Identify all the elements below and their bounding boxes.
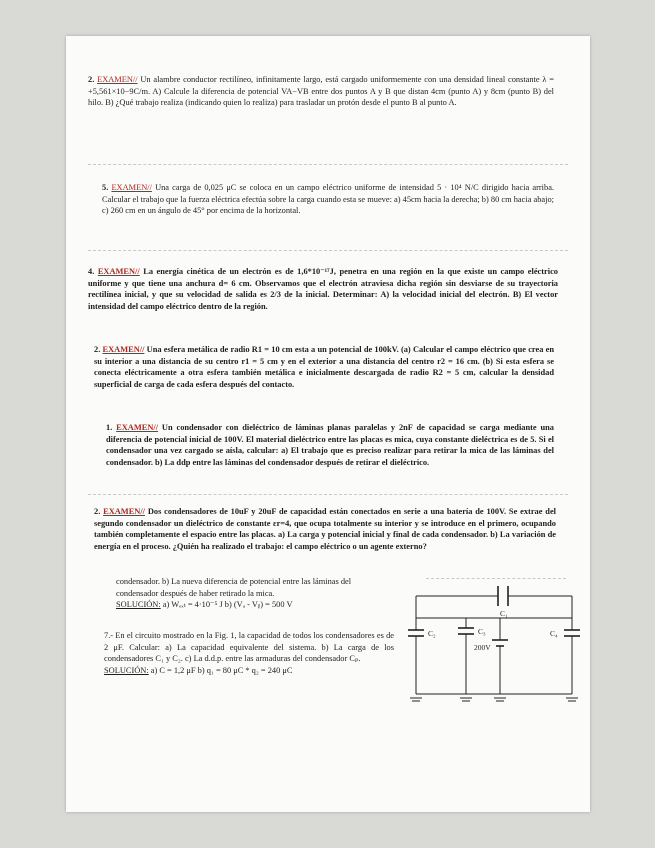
problem-text: Una carga de 0,025 μC se coloca en un campo eléctrico uniforme de intensidad 5 · 10⁴ N/C dirigido hacia arriba. Calcular el trabajo que la fuerza eléctrica efectúa sobre la carga cuando esta se mueve: a) 45cm hacia la derecha; b) 80 cm hacia abajo; c) 260 cm en un ángulo de 45° por encima de la horizontal. xyxy=(102,183,554,216)
divider xyxy=(426,578,566,579)
solution-label: SOLUCIÓN: xyxy=(116,600,161,610)
exam-tag: EXAMEN// xyxy=(103,507,145,516)
solution-text: a) Wₑₓₜ = 4·10⁻⁵ J b) (Vₐ - Vᵦ) = 500 V xyxy=(160,600,293,610)
solution-text: a) C = 1,2 μF b) q₁ = 80 μC * q₂ = 240 μC xyxy=(148,665,293,675)
label-c1: C₁ xyxy=(500,609,508,618)
problem-text: La energía cinética de un electrón es de 1,6*10⁻¹⁷J, penetra en una región en la que existe un campo eléctrico uniforme y que tiene una anchura d= 6 cm. Observamos que el electrón atraviesa dicha región sin desviarse de su trayectoria rectilínea inicial, y que su velocidad de salida es 2/3 de la inicial. Determinar: A) la velocidad inicial del electrón. B) El vector intensidad del campo eléctrico dentro de la región. xyxy=(88,267,558,311)
problem-number: 1. xyxy=(106,423,113,432)
label-c2: C₂ xyxy=(428,629,436,638)
problem-mica-capacitor xyxy=(106,422,554,468)
label-c3: C₃ xyxy=(478,627,486,636)
exam-tag: EXAMEN// xyxy=(111,183,152,192)
text-line: condensador. b) La nueva diferencia de potencial entre las láminas del xyxy=(116,577,352,586)
exam-tag: EXAMEN// xyxy=(97,75,138,84)
problem-number: 2. xyxy=(94,507,101,516)
solution-label: SOLUCIÓN: xyxy=(104,665,149,675)
problem-number: 2. xyxy=(88,75,95,84)
circuit-svg xyxy=(404,582,580,706)
exam-tag: EXAMEN// xyxy=(116,423,159,432)
exam-tag: EXAMEN// xyxy=(102,345,145,354)
document-page xyxy=(66,36,590,812)
problem-number: 4. xyxy=(88,267,95,276)
divider xyxy=(88,164,568,165)
problem-metal-sphere xyxy=(94,344,554,390)
label-c4: C₄ xyxy=(550,629,558,638)
problem-text: Una esfera metálica de radio R1 = 10 cm esta a un potencial de 100kV. (a) Calcular el campo eléctrico que crea en su interior a una distancia de su centro r1 = 5 cm y en el exterior a una distancia del centro r2 = 16 cm. (b) Si esta esfera se conecta eléctricamente a otra esfera también metálica e inicialmente descargada de radio R2 = 5 cm, calcular la densidad superficial de carga de cada esfera después del contacto. xyxy=(94,345,554,389)
problem-charge-work xyxy=(102,182,554,217)
problem-series-capacitors xyxy=(94,506,556,552)
exam-tag: EXAMEN// xyxy=(97,267,140,276)
problem-text: Dos condensadores de 10uF y 20uF de capacidad están conectados en serie a una batería de 100V. Se extrae del segundo condensador un dieléctrico de constante εr=4, que ocupa totalmente su interior y se introduce en el primero, ocupando también completamente el espacio entre las placas. a) La carga y potencial inicial y final de cada condensador. b) La variación de energía en el proceso. ¿Quién ha realizado el trabajo: el campo eléctrico o un agente externo? xyxy=(94,507,556,551)
problem-text: Un condensador con dieléctrico de láminas planas paralelas y 2nF de capacidad se carga mediante una diferencia de potencial inicial de 100V. El material dieléctrico entre las placas es mica, cuya constante dieléctrica es de 5. Si el condensador una vez cargado se aísla, calcular: a) El trabajo que es preciso realizar para retirar la mica de las láminas del condensador. b) La ddp entre las láminas del condensador después de retirar el dieléctrico. xyxy=(106,423,554,467)
text-line: condensador después de haber retirado la mica. xyxy=(116,588,275,598)
divider xyxy=(88,250,568,251)
problem-wire-potential xyxy=(88,74,554,109)
problem-mica-solution xyxy=(116,576,406,611)
divider xyxy=(88,494,568,495)
problem-electron-field xyxy=(88,266,558,312)
problem-text: 7.- En el circuito mostrado en la Fig. 1, la capacidad de todos los condensadores es de 2 μF. Calcular: a) La capacidad equivalente del sistema. b) La carga de los condensadores C₁ y C₂. c) La d.d.p. entre las armaduras del condensador Cₚ. xyxy=(104,631,394,664)
capacitor-circuit-diagram xyxy=(404,582,580,706)
label-voltage: 200V xyxy=(474,643,491,652)
problem-number: 2. xyxy=(94,345,101,354)
problem-circuit-capacitance xyxy=(104,630,394,676)
solution-line xyxy=(104,665,394,677)
problem-number: 5. xyxy=(102,183,109,192)
solution-line xyxy=(116,599,406,611)
problem-text: Un alambre conductor rectilíneo, infinitamente largo, está cargado uniformemente con una densidad lineal constante λ = +5,561×10−9C/m. A) Calcule la diferencia de potencial VA−VB entre dos puntos A y B que distan 4cm (punto A) y 8cm (punto B) del hilo. B) ¿Qué trabajo realiza (indicando quien lo realiza) para trasladar un protón desde el punto B al punto A. xyxy=(88,75,554,108)
